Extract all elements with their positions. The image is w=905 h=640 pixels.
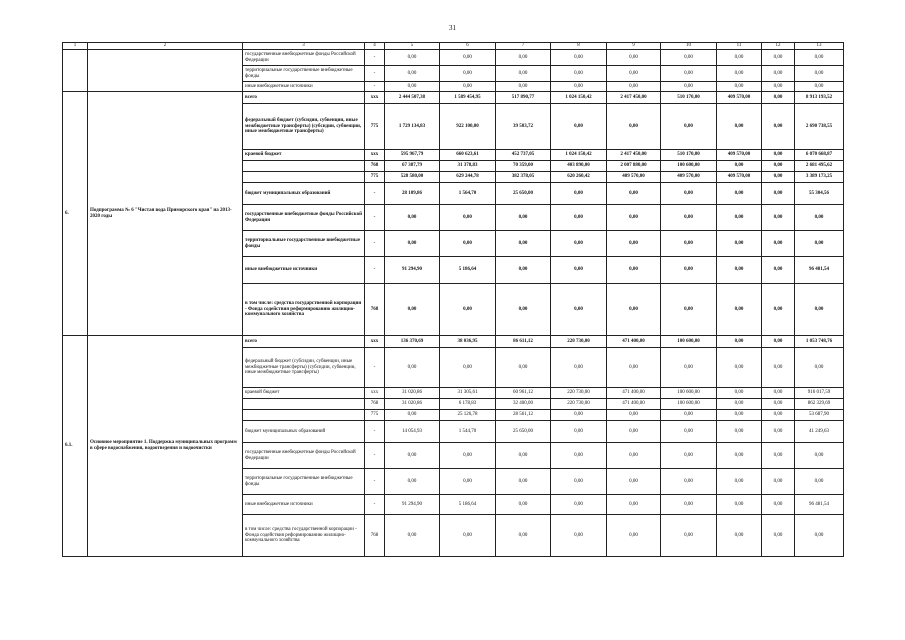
total-value: 0,00 (795, 515, 844, 557)
year-value: 0,00 (661, 284, 717, 336)
funding-source: всего (243, 336, 365, 348)
year-value: 0,00 (551, 284, 607, 336)
year-value: 0,00 (496, 231, 551, 257)
year-value: 28 561,12 (496, 410, 551, 421)
program-title: Подпрограмма № 6 "Чистая вода Приморского края" на 2013- 2020 годы (88, 92, 243, 336)
total-value: 41 249,63 (795, 421, 844, 443)
budget-code: ххх (365, 150, 385, 161)
year-value: 0,00 (762, 336, 795, 348)
budget-code: 768 (365, 284, 385, 336)
year-value: 0,00 (762, 388, 795, 399)
year-value: 0,00 (717, 495, 762, 515)
column-header: 9 (607, 43, 661, 50)
year-value: 0,00 (551, 50, 607, 66)
year-value: 0,00 (661, 495, 717, 515)
year-value: 0,00 (717, 257, 762, 284)
year-value: 31 305,61 (440, 388, 496, 399)
year-value: 0,00 (762, 515, 795, 557)
year-value: 0,00 (717, 284, 762, 336)
funding-source: государственные внебюджетные фонды Российской Федерации (243, 443, 365, 469)
year-value: 14 054,93 (385, 421, 440, 443)
year-value: 0,00 (607, 410, 661, 421)
year-value: 409 570,00 (607, 172, 661, 183)
year-value: 5 186,64 (440, 257, 496, 284)
budget-code: - (365, 257, 385, 284)
year-value: 0,00 (607, 443, 661, 469)
year-value: 0,00 (607, 515, 661, 557)
year-value: 0,00 (551, 495, 607, 515)
year-value: 471 400,00 (607, 388, 661, 399)
year-value: 28 109,86 (385, 183, 440, 205)
year-value: 471 400,00 (607, 336, 661, 348)
year-value: 0,00 (661, 66, 717, 82)
year-value: 409 570,00 (717, 92, 762, 104)
year-value: 0,00 (385, 348, 440, 388)
funding-source: бюджет муниципальных образований (243, 183, 365, 205)
year-value: 2 444 507,38 (385, 92, 440, 104)
budget-code: 768 (365, 399, 385, 410)
year-value: 0,00 (762, 495, 795, 515)
funding-source: в том числе: средства государственной корпорации - Фонда содействия реформированию жилищно-коммунального хозяйства (243, 515, 365, 557)
column-header: 3 (243, 43, 365, 50)
year-value: 0,00 (551, 443, 607, 469)
year-value: 0,00 (440, 66, 496, 82)
year-value: 0,00 (496, 495, 551, 515)
year-value: 471 400,00 (607, 399, 661, 410)
year-value: 32 400,00 (496, 399, 551, 410)
year-value: 0,00 (661, 183, 717, 205)
year-value: 0,00 (762, 257, 795, 284)
year-value: 0,00 (440, 205, 496, 231)
year-value: 0,00 (661, 469, 717, 495)
year-value: 0,00 (551, 66, 607, 82)
year-value: 67 387,79 (385, 161, 440, 172)
budget-code: 775 (365, 104, 385, 150)
table-body (63, 50, 844, 557)
budget-code: ххх (365, 388, 385, 399)
budget-code: - (365, 469, 385, 495)
year-value: 0,00 (385, 410, 440, 421)
year-value: 0,00 (440, 515, 496, 557)
year-value: 2 007 880,00 (607, 161, 661, 172)
funding-source: иные внебюджетные источники (243, 82, 365, 92)
year-value: 0,00 (717, 336, 762, 348)
year-value: 0,00 (496, 443, 551, 469)
year-value: 0,00 (762, 348, 795, 388)
total-value: 8 913 193,52 (795, 92, 844, 104)
year-value: 39 503,72 (496, 104, 551, 150)
funding-source: государственные внебюджетные фонды Российской Федерации (243, 205, 365, 231)
year-value: 0,00 (440, 231, 496, 257)
year-value: 0,00 (762, 161, 795, 172)
year-value: 0,00 (762, 231, 795, 257)
year-value: 922 100,00 (440, 104, 496, 150)
column-header: 5 (385, 43, 440, 50)
year-value: 91 294,90 (385, 257, 440, 284)
year-value: 0,00 (661, 443, 717, 469)
year-value: 220 730,00 (551, 336, 607, 348)
year-value: 0,00 (440, 443, 496, 469)
year-value: 409 570,00 (717, 172, 762, 183)
total-value: 96 481,54 (795, 257, 844, 284)
total-value: 55 304,56 (795, 183, 844, 205)
year-value: 25 126,78 (440, 410, 496, 421)
empty-number-cell (63, 50, 88, 92)
year-value: 403 890,00 (551, 161, 607, 172)
year-value: 100 600,00 (661, 336, 717, 348)
total-value: 53 687,90 (795, 410, 844, 421)
year-value: 6 178,83 (440, 399, 496, 410)
funding-source: бюджет муниципальных образований (243, 421, 365, 443)
total-value: 6 070 668,87 (795, 150, 844, 161)
measure-title: Основное мероприятие 1. Поддержка муниципальных программ в сфере водоснабжения, водоотведения и водоочистки (88, 336, 243, 557)
year-value: 0,00 (762, 172, 795, 183)
year-value: 25 650,00 (496, 183, 551, 205)
year-value: 0,00 (661, 205, 717, 231)
column-header: 2 (88, 43, 243, 50)
year-value: 0,00 (607, 495, 661, 515)
page-number: 31 (449, 24, 456, 32)
year-value: 0,00 (496, 50, 551, 66)
year-value: 0,00 (551, 515, 607, 557)
year-value: 0,00 (385, 443, 440, 469)
year-value: 0,00 (385, 50, 440, 66)
year-value: 0,00 (717, 161, 762, 172)
year-value: 0,00 (496, 257, 551, 284)
year-value: 0,00 (551, 410, 607, 421)
year-value: 0,00 (496, 284, 551, 336)
year-value: 0,00 (607, 205, 661, 231)
year-value: 0,00 (385, 82, 440, 92)
funding-source: государственные внебюджетные фонды Российской Федерации (243, 50, 365, 66)
column-header: 1 (63, 43, 88, 50)
budget-code: - (365, 443, 385, 469)
year-value: 0,00 (717, 443, 762, 469)
year-value: 0,00 (661, 410, 717, 421)
budget-code: ххх (365, 336, 385, 348)
year-value: 0,00 (551, 104, 607, 150)
total-value: 0,00 (795, 50, 844, 66)
year-value: 0,00 (385, 515, 440, 557)
budget-code: - (365, 231, 385, 257)
year-value: 0,00 (496, 205, 551, 231)
year-value: 0,00 (762, 410, 795, 421)
year-value: 0,00 (551, 348, 607, 388)
total-value: 0,00 (795, 231, 844, 257)
program-number: 6. (63, 92, 88, 336)
year-value: 0,00 (717, 205, 762, 231)
year-value: 0,00 (496, 82, 551, 92)
year-value: 1 024 150,42 (551, 92, 607, 104)
total-value: 2 690 738,55 (795, 104, 844, 150)
funding-source: территориальные государственные внебюджетные фонды (243, 66, 365, 82)
funding-source: всего (243, 92, 365, 104)
funding-source (243, 161, 365, 172)
year-value: 0,00 (717, 421, 762, 443)
year-value: 25 650,00 (496, 421, 551, 443)
year-value: 0,00 (496, 469, 551, 495)
column-header: 12 (762, 43, 795, 50)
year-value: 0,00 (717, 469, 762, 495)
year-value: 0,00 (607, 421, 661, 443)
year-value: 0,00 (762, 399, 795, 410)
funding-source: краевой бюджет (243, 150, 365, 161)
total-value: 96 481,54 (795, 495, 844, 515)
budget-code: - (365, 50, 385, 66)
year-value: 0,00 (607, 257, 661, 284)
year-value: 0,00 (717, 515, 762, 557)
year-value: 220 730,00 (551, 388, 607, 399)
funding-source: федеральный бюджет (субсидии, субвенции, иные межбюджетные трансферты) (субсидии, субвенции, иные межбюджетные трансферты) (243, 104, 365, 150)
year-value: 0,00 (551, 205, 607, 231)
year-value: 0,00 (496, 348, 551, 388)
year-value: 0,00 (440, 284, 496, 336)
year-value: 31 020,86 (385, 399, 440, 410)
budget-code: - (365, 348, 385, 388)
year-value: 510 170,00 (661, 150, 717, 161)
year-value: 0,00 (607, 183, 661, 205)
total-value: 3 389 173,25 (795, 172, 844, 183)
year-value: 0,00 (661, 104, 717, 150)
column-number-row (63, 43, 844, 50)
year-value: 0,00 (762, 421, 795, 443)
year-value: 136 370,69 (385, 336, 440, 348)
year-value: 0,00 (661, 257, 717, 284)
total-value: 0,00 (795, 469, 844, 495)
year-value: 0,00 (551, 421, 607, 443)
funding-source: федеральный бюджет (субсидии, субвенции, иные межбюджетные трансферты) (субсидии, субвенции, иные межбюджетные трансферты) (243, 348, 365, 388)
column-header: 11 (717, 43, 762, 50)
year-value: 0,00 (717, 348, 762, 388)
total-value: 2 681 495,62 (795, 161, 844, 172)
year-value: 0,00 (717, 399, 762, 410)
budget-code: 768 (365, 515, 385, 557)
funding-source (243, 410, 365, 421)
year-value: 0,00 (717, 410, 762, 421)
year-value: 0,00 (762, 284, 795, 336)
year-value: 31 378,83 (440, 161, 496, 172)
year-value: 0,00 (385, 284, 440, 336)
year-value: 382 378,05 (496, 172, 551, 183)
total-value: 0,00 (795, 443, 844, 469)
year-value: 0,00 (762, 469, 795, 495)
year-value: 0,00 (762, 66, 795, 82)
year-value: 517 890,77 (496, 92, 551, 104)
funding-source: иные внебюджетные источники (243, 495, 365, 515)
column-header: 13 (795, 43, 844, 50)
year-value: 409 570,00 (717, 150, 762, 161)
year-value: 1 729 134,83 (385, 104, 440, 150)
year-value: 91 294,90 (385, 495, 440, 515)
year-value: 0,00 (607, 66, 661, 82)
table-row (63, 336, 844, 348)
year-value: 100 600,00 (661, 388, 717, 399)
budget-table (62, 42, 844, 557)
year-value: 2 417 450,00 (607, 92, 661, 104)
year-value: 0,00 (385, 231, 440, 257)
total-value: 0,00 (795, 205, 844, 231)
year-value: 0,00 (762, 205, 795, 231)
budget-code: - (365, 66, 385, 82)
year-value: 0,00 (717, 66, 762, 82)
year-value: 220 730,00 (551, 399, 607, 410)
year-value: 0,00 (551, 469, 607, 495)
column-header: 4 (365, 43, 385, 50)
budget-code: - (365, 82, 385, 92)
total-value: 0,00 (795, 66, 844, 82)
year-value: 0,00 (496, 66, 551, 82)
year-value: 0,00 (551, 183, 607, 205)
year-value: 0,00 (607, 469, 661, 495)
year-value: 0,00 (551, 231, 607, 257)
empty-title-cell (88, 50, 243, 92)
total-value: 1 053 748,76 (795, 336, 844, 348)
year-value: 1 564,70 (440, 183, 496, 205)
funding-source: в том числе: средства государственной корпорации - Фонда содействия реформированию жилищно-коммунального хозяйства (243, 284, 365, 336)
year-value: 0,00 (607, 82, 661, 92)
year-value: 5 186,64 (440, 495, 496, 515)
budget-code: 768 (365, 161, 385, 172)
year-value: 0,00 (762, 183, 795, 205)
year-value: 0,00 (661, 515, 717, 557)
year-value: 1 544,70 (440, 421, 496, 443)
budget-code: - (365, 421, 385, 443)
year-value: 0,00 (661, 421, 717, 443)
year-value: 60 961,12 (496, 388, 551, 399)
column-header: 7 (496, 43, 551, 50)
column-header: 10 (661, 43, 717, 50)
measure-number: 6.1. (63, 336, 88, 557)
year-value: 1 589 454,95 (440, 92, 496, 104)
year-value: 0,00 (762, 150, 795, 161)
budget-code: - (365, 183, 385, 205)
year-value: 2 417 450,00 (607, 150, 661, 161)
year-value: 0,00 (551, 82, 607, 92)
year-value: 0,00 (762, 50, 795, 66)
year-value: 100 600,00 (661, 161, 717, 172)
total-value: 916 017,59 (795, 388, 844, 399)
year-value: 0,00 (762, 82, 795, 92)
year-value: 0,00 (607, 231, 661, 257)
year-value: 0,00 (717, 231, 762, 257)
year-value: 0,00 (551, 257, 607, 284)
year-value: 86 611,12 (496, 336, 551, 348)
year-value: 620 260,42 (551, 172, 607, 183)
table-row (63, 92, 844, 104)
year-value: 0,00 (385, 469, 440, 495)
year-value: 0,00 (607, 348, 661, 388)
year-value: 0,00 (717, 50, 762, 66)
year-value: 38 036,95 (440, 336, 496, 348)
year-value: 0,00 (661, 348, 717, 388)
year-value: 70 359,00 (496, 161, 551, 172)
year-value: 0,00 (385, 66, 440, 82)
year-value: 510 170,00 (661, 92, 717, 104)
year-value: 0,00 (440, 348, 496, 388)
funding-source (243, 172, 365, 183)
total-value: 0,00 (795, 348, 844, 388)
year-value: 0,00 (440, 82, 496, 92)
budget-code: - (365, 495, 385, 515)
year-value: 0,00 (717, 388, 762, 399)
table-row (63, 50, 844, 66)
year-value: 0,00 (762, 104, 795, 150)
year-value: 0,00 (607, 284, 661, 336)
column-header: 8 (551, 43, 607, 50)
year-value: 528 580,00 (385, 172, 440, 183)
funding-source: краевой бюджет (243, 388, 365, 399)
year-value: 100 600,00 (661, 399, 717, 410)
year-value: 0,00 (661, 82, 717, 92)
year-value: 0,00 (717, 104, 762, 150)
budget-code: ххх (365, 92, 385, 104)
funding-source (243, 399, 365, 410)
year-value: 0,00 (607, 50, 661, 66)
year-value: 0,00 (385, 205, 440, 231)
total-value: 862 329,69 (795, 399, 844, 410)
year-value: 0,00 (496, 515, 551, 557)
year-value: 452 737,05 (496, 150, 551, 161)
budget-code: 775 (365, 410, 385, 421)
year-value: 1 024 150,42 (551, 150, 607, 161)
funding-source: иные внебюджетные источники (243, 257, 365, 284)
year-value: 660 623,61 (440, 150, 496, 161)
year-value: 0,00 (762, 92, 795, 104)
funding-source: территориальные государственные внебюджетные фонды (243, 231, 365, 257)
year-value: 0,00 (717, 82, 762, 92)
year-value: 0,00 (440, 50, 496, 66)
year-value: 0,00 (762, 443, 795, 469)
total-value: 0,00 (795, 284, 844, 336)
year-value: 595 967,79 (385, 150, 440, 161)
year-value: 0,00 (607, 104, 661, 150)
year-value: 0,00 (661, 231, 717, 257)
year-value: 0,00 (440, 469, 496, 495)
budget-code: 775 (365, 172, 385, 183)
funding-source: территориальные государственные внебюджетные фонды (243, 469, 365, 495)
year-value: 409 570,00 (661, 172, 717, 183)
year-value: 0,00 (717, 183, 762, 205)
column-header: 6 (440, 43, 496, 50)
year-value: 629 244,78 (440, 172, 496, 183)
total-value: 0,00 (795, 82, 844, 92)
year-value: 31 020,86 (385, 388, 440, 399)
budget-code: - (365, 205, 385, 231)
year-value: 0,00 (661, 50, 717, 66)
